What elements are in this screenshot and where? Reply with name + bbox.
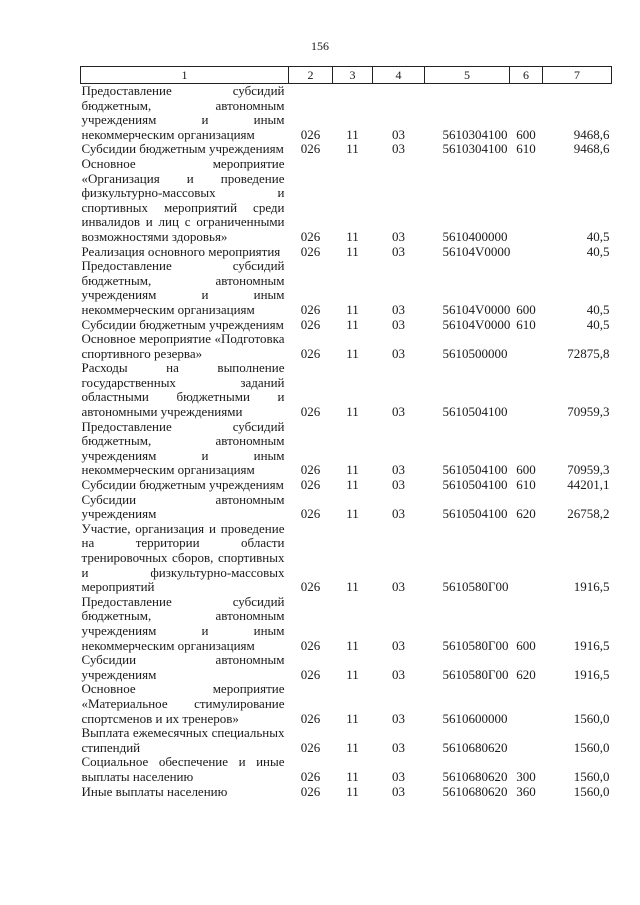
row-subsection-code: 03 <box>392 126 405 142</box>
row-target-code: 5610580Г00 <box>442 637 509 653</box>
row-amount: 26758,2 <box>567 506 610 522</box>
row-section-code: 11 <box>346 243 359 259</box>
row-expense-type: 360 <box>516 783 536 799</box>
row-expense-type <box>510 726 543 755</box>
row-target-code: 56104V0000 <box>442 243 511 259</box>
row-name: Социальное обеспечение и иные выплаты населению <box>81 754 285 784</box>
table-row <box>81 522 612 595</box>
row-amount: 40,5 <box>586 228 610 244</box>
row-name: Основное мероприятие «Подготовка спортивного резерва» <box>81 331 285 361</box>
row-target-code: 5610680620 <box>442 768 508 784</box>
row-ved-code: 026 <box>300 228 321 244</box>
row-expense-type: 610 <box>516 477 536 493</box>
row-amount: 1560,0 <box>573 768 610 784</box>
table-row <box>81 259 612 317</box>
row-amount: 40,5 <box>586 243 610 259</box>
row-expense-type: 600 <box>516 462 536 478</box>
table-row <box>81 726 612 755</box>
header-col-1: 1 <box>81 67 289 84</box>
row-ved-code: 026 <box>300 345 321 361</box>
row-section-code: 11 <box>346 126 359 142</box>
row-subsection-code: 03 <box>392 141 405 157</box>
row-expense-type: 600 <box>516 301 536 317</box>
table-row <box>81 653 612 682</box>
row-target-code: 56104V0000 <box>442 301 511 317</box>
row-section-code: 11 <box>346 345 359 361</box>
row-target-code: 5610580Г00 <box>442 666 509 682</box>
row-amount: 1916,5 <box>573 666 610 682</box>
row-ved-code: 026 <box>300 783 321 799</box>
row-amount: 1560,0 <box>573 739 610 755</box>
row-ved-code: 026 <box>300 637 321 653</box>
row-name: Выплата ежемесячных специальных стипендий <box>81 725 285 755</box>
row-ved-code: 026 <box>300 710 321 726</box>
row-target-code: 5610504100 <box>442 477 508 493</box>
table-row <box>81 361 612 419</box>
row-ved-code: 026 <box>300 739 321 755</box>
row-expense-type: 600 <box>516 126 536 142</box>
row-section-code: 11 <box>346 404 359 420</box>
table-row <box>81 478 612 493</box>
row-section-code: 11 <box>346 768 359 784</box>
row-amount: 1560,0 <box>573 783 610 799</box>
row-expense-type: 610 <box>516 316 536 332</box>
row-section-code: 11 <box>346 141 359 157</box>
row-target-code: 5610680620 <box>442 783 508 799</box>
row-name: Иные выплаты населению <box>81 783 228 799</box>
row-expense-type <box>510 332 543 361</box>
row-subsection-code: 03 <box>392 666 405 682</box>
row-ved-code: 026 <box>300 141 321 157</box>
table-row <box>81 493 612 522</box>
row-section-code: 11 <box>346 462 359 478</box>
table-row <box>81 682 612 726</box>
row-section-code: 11 <box>346 637 359 653</box>
row-section-code: 11 <box>346 506 359 522</box>
header-col-5: 5 <box>425 67 510 84</box>
row-section-code: 11 <box>346 316 359 332</box>
row-expense-type: 620 <box>516 666 536 682</box>
header-row <box>81 67 612 84</box>
row-section-code: 11 <box>346 710 359 726</box>
row-expense-type <box>510 245 543 260</box>
row-subsection-code: 03 <box>392 243 405 259</box>
row-amount: 70959,3 <box>567 462 610 478</box>
row-target-code: 5610400000 <box>442 228 508 244</box>
row-target-code: 5610500000 <box>442 345 508 361</box>
row-name: Субсидии автономным учреждениям <box>81 652 285 682</box>
row-name: Участие, организация и проведение на территории области тренировочных сборов, спортивных и физкультурно-массовых мероприятий <box>81 520 285 595</box>
row-amount: 9468,6 <box>573 141 610 157</box>
row-expense-type <box>510 682 543 726</box>
table-row <box>81 332 612 361</box>
table-row <box>81 755 612 784</box>
row-ved-code: 026 <box>300 301 321 317</box>
row-target-code: 5610504100 <box>442 404 508 420</box>
row-target-code: 5610504100 <box>442 462 508 478</box>
row-section-code: 11 <box>346 301 359 317</box>
row-name: Субсидии бюджетным учреждениям <box>81 477 284 493</box>
row-amount: 1916,5 <box>573 579 610 595</box>
row-ved-code: 026 <box>300 243 321 259</box>
row-ved-code: 026 <box>300 477 321 493</box>
row-section-code: 11 <box>346 666 359 682</box>
row-amount: 9468,6 <box>573 126 610 142</box>
row-name: Предоставление субсидий бюджетным, автономным учреждениям и иным некоммерческим организациям <box>81 258 285 317</box>
row-name: Расходы на выполнение государственных заданий областными бюджетными и автономными учреждениями <box>81 360 285 420</box>
row-expense-type: 610 <box>516 141 536 157</box>
row-ved-code: 026 <box>300 768 321 784</box>
row-subsection-code: 03 <box>392 345 405 361</box>
budget-table <box>80 66 612 799</box>
row-name: Предоставление субсидий бюджетным, автономным учреждениям и иным некоммерческим организациям <box>81 593 285 653</box>
table-row <box>81 84 612 143</box>
table-row <box>81 318 612 333</box>
table-body <box>81 84 612 800</box>
row-name: Предоставление субсидий бюджетным, автономным учреждениям и иным некоммерческим организациям <box>81 418 285 478</box>
row-amount: 70959,3 <box>567 404 610 420</box>
row-expense-type <box>510 522 543 595</box>
row-subsection-code: 03 <box>392 462 405 478</box>
row-name: Основное мероприятие «Организация и проведение физкультурно-массовых и спортивных мероприятий среди инвалидов и лиц с ограниченными возможностями здоровья» <box>81 155 285 244</box>
row-section-code: 11 <box>346 739 359 755</box>
row-section-code: 11 <box>346 579 359 595</box>
row-subsection-code: 03 <box>392 710 405 726</box>
row-ved-code: 026 <box>300 316 321 332</box>
row-target-code: 5610304100 <box>442 126 508 142</box>
header-col-6: 6 <box>510 67 543 84</box>
row-expense-type: 600 <box>516 637 536 653</box>
row-ved-code: 026 <box>300 666 321 682</box>
row-subsection-code: 03 <box>392 637 405 653</box>
row-target-code: 5610680620 <box>442 739 508 755</box>
header-col-2: 2 <box>289 67 333 84</box>
row-target-code: 5610580Г00 <box>442 579 509 595</box>
row-section-code: 11 <box>346 228 359 244</box>
table-row <box>81 785 612 800</box>
table-row <box>81 595 612 653</box>
row-name: Основное мероприятие «Материальное стимулирование спортсменов и их тренеров» <box>81 681 285 726</box>
row-expense-type: 300 <box>516 768 536 784</box>
row-name: Предоставление субсидий бюджетным, автономным учреждениям и иным некоммерческим организациям <box>81 83 285 142</box>
table-row <box>81 420 612 478</box>
row-subsection-code: 03 <box>392 768 405 784</box>
row-amount: 1560,0 <box>573 710 610 726</box>
row-subsection-code: 03 <box>392 228 405 244</box>
row-subsection-code: 03 <box>392 506 405 522</box>
row-name: Субсидии автономным учреждениям <box>81 491 285 522</box>
table-row <box>81 142 612 157</box>
row-ved-code: 026 <box>300 404 321 420</box>
table-row <box>81 245 612 260</box>
row-section-code: 11 <box>346 783 359 799</box>
row-subsection-code: 03 <box>392 301 405 317</box>
row-ved-code: 026 <box>300 506 321 522</box>
header-col-7: 7 <box>543 67 612 84</box>
row-subsection-code: 03 <box>392 783 405 799</box>
row-ved-code: 026 <box>300 579 321 595</box>
row-subsection-code: 03 <box>392 579 405 595</box>
row-ved-code: 026 <box>300 462 321 478</box>
row-amount: 40,5 <box>586 301 610 317</box>
row-expense-type <box>510 157 543 245</box>
header-col-4: 4 <box>373 67 425 84</box>
row-subsection-code: 03 <box>392 477 405 493</box>
row-target-code: 5610504100 <box>442 506 508 522</box>
row-target-code: 56104V0000 <box>442 316 511 332</box>
table-row <box>81 157 612 245</box>
row-name: Субсидии бюджетным учреждениям <box>81 316 284 332</box>
row-amount: 72875,8 <box>567 345 610 361</box>
row-target-code: 5610600000 <box>442 710 508 726</box>
row-expense-type: 620 <box>516 506 536 522</box>
page-number: 156 <box>311 39 329 53</box>
row-section-code: 11 <box>346 477 359 493</box>
row-name: Реализация основного мероприятия <box>81 243 281 259</box>
row-subsection-code: 03 <box>392 316 405 332</box>
row-expense-type <box>510 361 543 419</box>
row-subsection-code: 03 <box>392 404 405 420</box>
header-col-3: 3 <box>333 67 373 84</box>
row-amount: 1916,5 <box>573 637 610 653</box>
row-target-code: 5610304100 <box>442 141 508 157</box>
row-name: Субсидии бюджетным учреждениям <box>81 141 284 157</box>
row-ved-code: 026 <box>300 126 321 142</box>
row-subsection-code: 03 <box>392 739 405 755</box>
row-amount: 44201,1 <box>567 477 610 493</box>
row-amount: 40,5 <box>586 316 610 332</box>
